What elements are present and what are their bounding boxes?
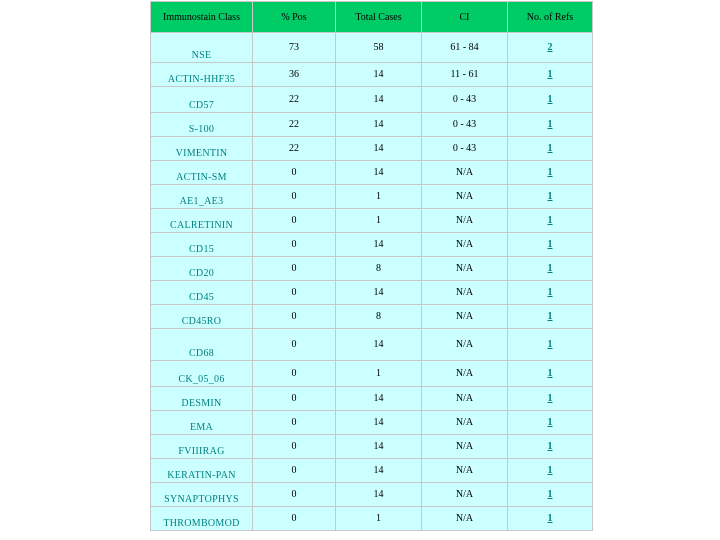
total-cases-cell: 14 — [336, 87, 422, 113]
total-cases-cell: 14 — [336, 137, 422, 161]
pct-pos-cell: 0 — [253, 305, 336, 329]
stain-name-link[interactable]: CK_05_06 — [151, 361, 253, 387]
table-row — [151, 507, 593, 531]
ci-cell: 0 - 43 — [422, 113, 508, 137]
refs-link[interactable]: 1 — [547, 311, 553, 322]
refs-cell — [508, 507, 593, 531]
ci-cell: N/A — [422, 483, 508, 507]
total-cases-cell: 1 — [336, 209, 422, 233]
refs-cell — [508, 87, 593, 113]
ci-cell: N/A — [422, 185, 508, 209]
total-cases-cell: 14 — [336, 113, 422, 137]
refs-cell — [508, 281, 593, 305]
refs-link[interactable]: 1 — [547, 191, 553, 202]
stain-name-link[interactable]: ACTIN-HHF35 — [151, 63, 253, 87]
refs-cell — [508, 387, 593, 411]
total-cases-cell: 14 — [336, 387, 422, 411]
refs-cell — [508, 329, 593, 361]
stain-name-link[interactable]: EMA — [151, 411, 253, 435]
stain-name-link[interactable]: FVIIIRAG — [151, 435, 253, 459]
table-row — [151, 483, 593, 507]
pct-pos-cell: 0 — [253, 387, 336, 411]
table-row — [151, 411, 593, 435]
refs-link[interactable]: 1 — [547, 465, 553, 476]
total-cases-cell: 1 — [336, 361, 422, 387]
pct-pos-cell: 73 — [253, 33, 336, 63]
pct-pos-cell: 0 — [253, 507, 336, 531]
stain-name-link[interactable]: DESMIN — [151, 387, 253, 411]
refs-cell — [508, 113, 593, 137]
total-cases-cell: 14 — [336, 233, 422, 257]
table-row — [151, 459, 593, 483]
total-cases-cell: 14 — [336, 483, 422, 507]
refs-cell — [508, 459, 593, 483]
pct-pos-cell: 0 — [253, 361, 336, 387]
total-cases-cell: 14 — [336, 459, 422, 483]
stain-name-link[interactable]: CD68 — [151, 329, 253, 361]
stain-name-link[interactable]: AE1_AE3 — [151, 185, 253, 209]
ci-cell: N/A — [422, 161, 508, 185]
total-cases-cell: 14 — [336, 435, 422, 459]
table-row — [151, 33, 593, 63]
stain-name-link[interactable]: S-100 — [151, 113, 253, 137]
table-row — [151, 113, 593, 137]
ci-cell: N/A — [422, 459, 508, 483]
refs-link[interactable]: 1 — [547, 94, 553, 105]
total-cases-cell: 14 — [336, 161, 422, 185]
stain-name-link[interactable]: KERATIN-PAN — [151, 459, 253, 483]
refs-cell — [508, 33, 593, 63]
total-cases-cell: 58 — [336, 33, 422, 63]
refs-link[interactable]: 1 — [547, 513, 553, 524]
ci-cell: 0 - 43 — [422, 137, 508, 161]
pct-pos-cell: 22 — [253, 137, 336, 161]
ci-cell: N/A — [422, 233, 508, 257]
table-row — [151, 233, 593, 257]
refs-link[interactable]: 1 — [547, 263, 553, 274]
table-row — [151, 329, 593, 361]
stain-name-link[interactable]: CD45 — [151, 281, 253, 305]
refs-link[interactable]: 1 — [547, 143, 553, 154]
refs-link[interactable]: 1 — [547, 489, 553, 500]
refs-link[interactable]: 1 — [547, 393, 553, 404]
refs-link[interactable]: 1 — [547, 69, 553, 80]
table-row — [151, 435, 593, 459]
refs-link[interactable]: 1 — [547, 215, 553, 226]
refs-link[interactable]: 1 — [547, 339, 553, 350]
ci-cell: N/A — [422, 435, 508, 459]
refs-cell — [508, 257, 593, 281]
ci-cell: 61 - 84 — [422, 33, 508, 63]
stain-name-link[interactable]: VIMENTIN — [151, 137, 253, 161]
ci-cell: N/A — [422, 257, 508, 281]
header-immunostain-class: Immunostain Class — [151, 2, 253, 33]
total-cases-cell: 14 — [336, 63, 422, 87]
refs-cell — [508, 411, 593, 435]
stain-name-link[interactable]: ACTIN-SM — [151, 161, 253, 185]
table-row — [151, 185, 593, 209]
refs-link[interactable]: 1 — [547, 287, 553, 298]
pct-pos-cell: 0 — [253, 459, 336, 483]
ci-cell: N/A — [422, 361, 508, 387]
pct-pos-cell: 22 — [253, 113, 336, 137]
ci-cell: N/A — [422, 411, 508, 435]
refs-link[interactable]: 1 — [547, 368, 553, 379]
total-cases-cell: 14 — [336, 411, 422, 435]
total-cases-cell: 8 — [336, 257, 422, 281]
stain-name-link[interactable]: CD45RO — [151, 305, 253, 329]
total-cases-cell: 1 — [336, 507, 422, 531]
table-row — [151, 387, 593, 411]
refs-link[interactable]: 1 — [547, 167, 553, 178]
header-row — [151, 2, 593, 33]
ci-cell: 0 - 43 — [422, 87, 508, 113]
immunostain-table-body — [151, 2, 593, 531]
pct-pos-cell: 0 — [253, 435, 336, 459]
ci-cell: 11 - 61 — [422, 63, 508, 87]
refs-link[interactable]: 2 — [547, 42, 553, 53]
stain-name-link[interactable]: CALRETININ — [151, 209, 253, 233]
refs-cell — [508, 233, 593, 257]
ci-cell: N/A — [422, 305, 508, 329]
pct-pos-cell: 22 — [253, 87, 336, 113]
pct-pos-cell: 0 — [253, 185, 336, 209]
pct-pos-cell: 0 — [253, 329, 336, 361]
header-no-of-refs: No. of Refs — [508, 2, 593, 33]
table-row — [151, 361, 593, 387]
refs-cell — [508, 483, 593, 507]
pct-pos-cell: 0 — [253, 257, 336, 281]
total-cases-cell: 1 — [336, 185, 422, 209]
refs-cell — [508, 209, 593, 233]
refs-cell — [508, 185, 593, 209]
stain-name-link[interactable]: NSE — [151, 33, 253, 63]
total-cases-cell: 14 — [336, 329, 422, 361]
stain-name-link[interactable]: CD20 — [151, 257, 253, 281]
ci-cell: N/A — [422, 387, 508, 411]
table-row — [151, 87, 593, 113]
refs-cell — [508, 435, 593, 459]
table-row — [151, 281, 593, 305]
refs-link[interactable]: 1 — [547, 417, 553, 428]
table-row — [151, 305, 593, 329]
table-row — [151, 209, 593, 233]
pct-pos-cell: 0 — [253, 233, 336, 257]
stain-name-link[interactable]: CD57 — [151, 87, 253, 113]
header-ci: CI — [422, 2, 508, 33]
refs-cell — [508, 137, 593, 161]
pct-pos-cell: 0 — [253, 411, 336, 435]
pct-pos-cell: 0 — [253, 209, 336, 233]
refs-cell — [508, 161, 593, 185]
refs-link[interactable]: 1 — [547, 119, 553, 130]
table-row — [151, 257, 593, 281]
ci-cell: N/A — [422, 507, 508, 531]
header-total-cases: Total Cases — [336, 2, 422, 33]
pct-pos-cell: 36 — [253, 63, 336, 87]
immunostain-table — [150, 1, 593, 531]
total-cases-cell: 8 — [336, 305, 422, 329]
header-pct-pos: % Pos — [253, 2, 336, 33]
ci-cell: N/A — [422, 281, 508, 305]
table-row — [151, 63, 593, 87]
refs-link[interactable]: 1 — [547, 239, 553, 250]
refs-cell — [508, 361, 593, 387]
total-cases-cell: 14 — [336, 281, 422, 305]
refs-cell — [508, 305, 593, 329]
pct-pos-cell: 0 — [253, 281, 336, 305]
table-row — [151, 137, 593, 161]
stain-name-link[interactable]: CD15 — [151, 233, 253, 257]
table-row — [151, 161, 593, 185]
pct-pos-cell: 0 — [253, 483, 336, 507]
ci-cell: N/A — [422, 329, 508, 361]
stain-name-link[interactable]: SYNAPTOPHYS — [151, 483, 253, 507]
refs-cell — [508, 63, 593, 87]
pct-pos-cell: 0 — [253, 161, 336, 185]
ci-cell: N/A — [422, 209, 508, 233]
stain-name-link[interactable]: THROMBOMOD — [151, 507, 253, 531]
refs-link[interactable]: 1 — [547, 441, 553, 452]
